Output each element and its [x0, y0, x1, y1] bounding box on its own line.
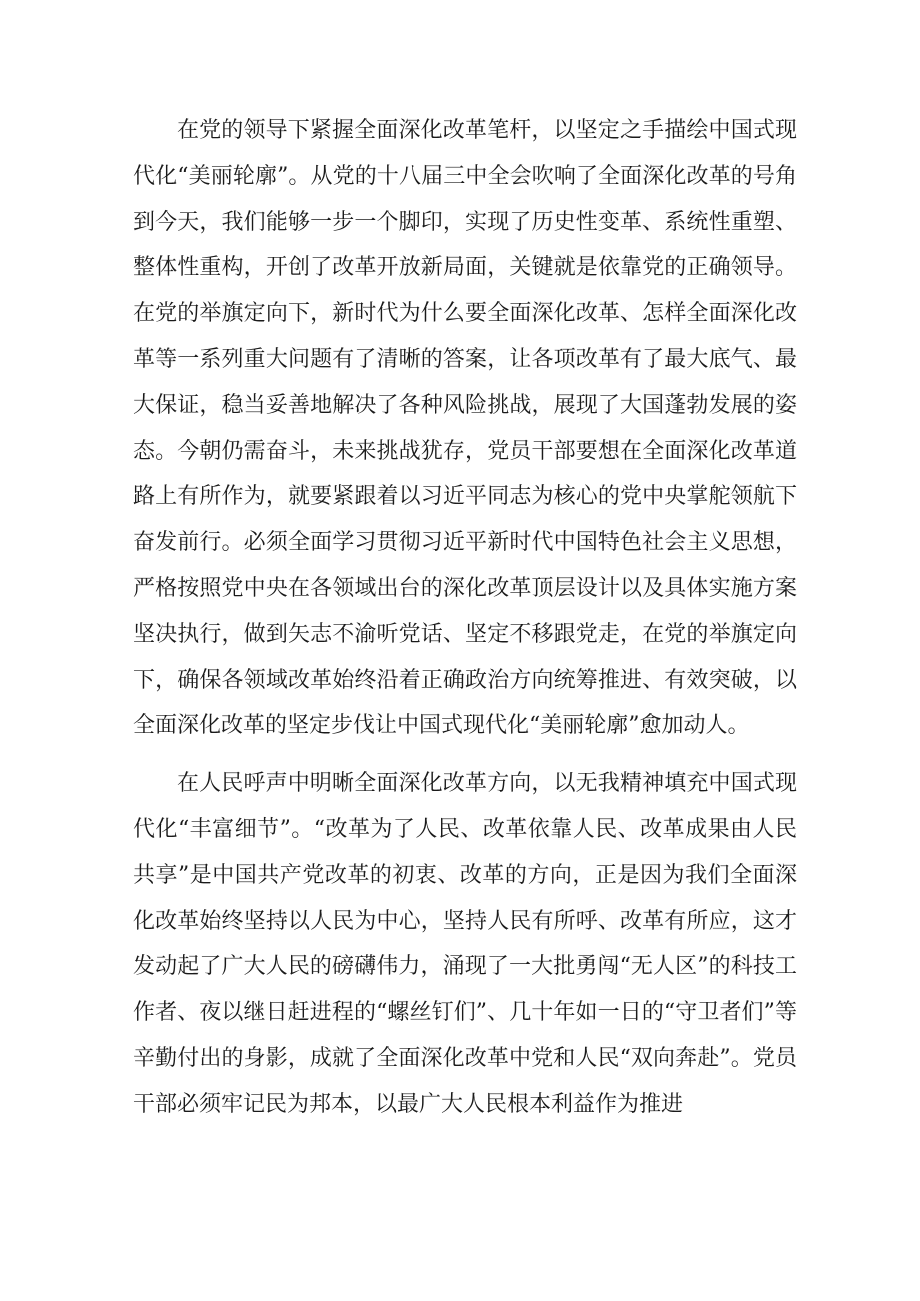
paragraph-2: 在人民呼声中明晰全面深化改革方向，以无我精神填充中国式现代化“丰富细节”。“改革为了人民、改革依靠人民、改革成果由人民共享”是中国共产党改革的初衷、改革的方向，正是因为我们全面深化改革始终坚持以人民为中心，坚持人民有所呼、改革有所应，这才发动起了广大人民的磅礴伟力，涌现了一大批勇闯“无人区”的科技工作者、夜以继日赶进程的“螺丝钉们”、几十年如一日的“守卫者们”等辛勤付出的身影，成就了全面深化改革中党和人民“双向奔赴”。党员干部必须牢记民为邦本，以最广大人民根本利益作为推进 [133, 771, 797, 1117]
paragraph-1: 在党的领导下紧握全面深化改革笔杆，以坚定之手描绘中国式现代化“美丽轮廓”。从党的十八届三中全会吹响了全面深化改革的号角到今天，我们能够一步一个脚印，实现了历史性变革、系统性重塑、整体性重构，开创了改革开放新局面，关键就是依靠党的正确领导。在党的举旗定向下，新时代为什么要全面深化改革、怎样全面深化改革等一系列重大问题有了清晰的答案，让各项改革有了最大底气、最大保证，稳当妥善地解决了各种风险挑战，展现了大国蓬勃发展的姿态。今朝仍需奋斗，未来挑战犹存，党员干部要想在全面深化改革道路上有所作为，就要紧跟着以习近平同志为核心的党中央掌舵领航下奋发前行。必须全面学习贯彻习近平新时代中国特色社会主义思想，严格按照党中央在各领域出台的深化改革顶层设计以及具体实施方案坚决执行，做到矢志不渝听党话、坚定不移跟党走，在党的举旗定向下，确保各领域改革始终沿着正确政治方向统筹推进、有效突破，以全面深化改革的坚定步伐让中国式现代化“美丽轮廓”愈加动人。 [133, 118, 797, 739]
document-body [133, 108, 797, 1128]
